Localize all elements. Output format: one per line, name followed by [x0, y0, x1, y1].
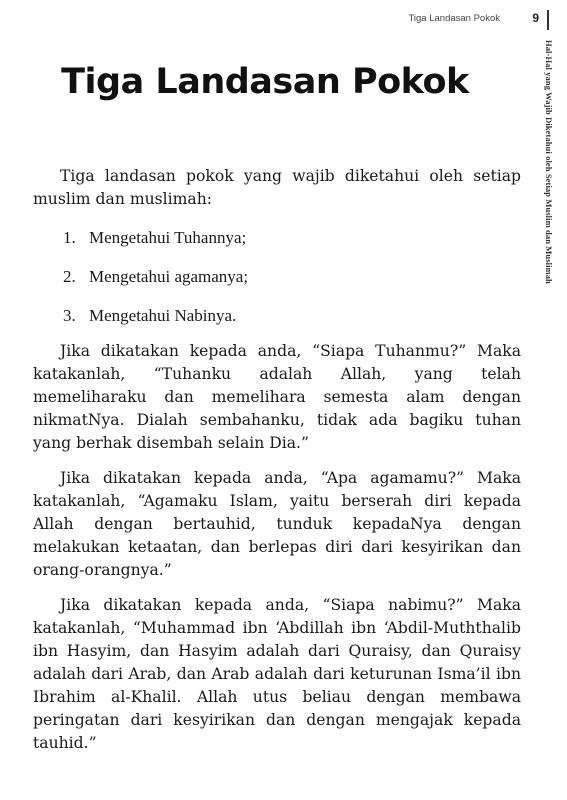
page-body: [33, 165, 521, 767]
list-item-text: Mengetahui agamanya;: [89, 267, 249, 286]
paragraph-tuhan: Jika dikatakan kepada anda, “Siapa Tuhanmu?” Maka katakanlah, “Tuhanku adalah Allah, yang telah memeliharaku dan memelihara semesta alam dengan nikmatNya. Dialah sembahanku, tidak ada bagiku tuhan yang berhak disembah selain Dia.”: [33, 342, 521, 452]
list-item-text: Mengetahui Tuhannya;: [89, 228, 247, 247]
running-header: [0, 10, 567, 30]
page-number: 9: [532, 11, 539, 25]
list-item-text: Mengetahui Nabinya.: [89, 306, 237, 325]
running-title: Tiga Landasan Pokok: [408, 13, 500, 24]
header-divider: [547, 10, 549, 30]
basics-list: [33, 226, 521, 327]
intro-paragraph: Tiga landasan pokok yang wajib diketahui oleh setiap muslim dan muslimah:: [33, 167, 521, 208]
list-item-number: 2.: [63, 267, 76, 286]
list-item: [63, 304, 521, 327]
list-item: [63, 226, 521, 249]
paragraph-agama: Jika dikatakan kepada anda, “Apa agamamu?” Maka katakanlah, “Agamaku Islam, yaitu berserah diri kepada Allah dengan bertauhid, tunduk kepadaNya dengan melakukan ketaatan, dan berlepas diri dari kesyirikan dan orang-orangnya.”: [33, 469, 521, 579]
list-item-number: 1.: [63, 228, 76, 247]
list-item-number: 3.: [63, 306, 76, 325]
paragraph-nabi: Jika dikatakan kepada anda, “Siapa nabimu?” Maka katakanlah, “Muhammad ibn ‘Abdillah ibn ‘Abdil-Muththalib ibn Hasyim, dan Hasyim adalah dari Quraisy, dan Quraisy adalah dari Arab, dan Arab adalah dari keturunan Isma’il ibn Ibrahim al-Khalil. Allah utus beliau dengan membawa peringatan dari kesyirikan dan dengan mengajak kepada tauhid.”: [33, 596, 521, 752]
side-running-text: Hal-Hal yang Wajib Diketahui oleh Setiap Muslim dan Muslimah: [544, 40, 554, 284]
chapter-title: Tiga Landasan Pokok: [61, 62, 469, 102]
list-item: [63, 265, 521, 288]
